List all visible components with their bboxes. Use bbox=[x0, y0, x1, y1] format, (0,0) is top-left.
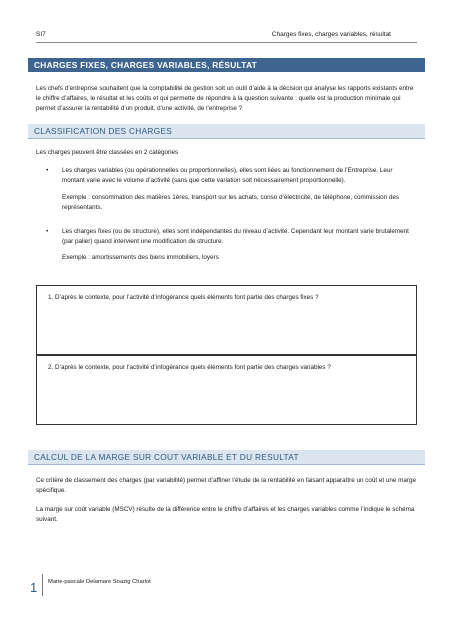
example-variable-charges: Exemple : consommation des matières 1ères, transport sur les achats, conso d’électricité, de téléphone, commission des représentants. bbox=[62, 194, 400, 211]
question-2: 2. D’après le contexte, pour l’activité d’infogérance quels éléments font partie des charges variables ? bbox=[48, 364, 331, 371]
page-number: 1 bbox=[30, 580, 38, 595]
footer-divider bbox=[42, 574, 43, 596]
section-heading-margin: CALCUL DE LA MARGE SUR COUT VARIABLE ET DU RESULTAT bbox=[28, 450, 425, 465]
margin-paragraph-1: Ce critère de classement des charges (par variabilité) permet d’affiner l’étude de la rentabilité en faisant apparaître un coût et une marge spécifique. bbox=[36, 477, 417, 494]
margin-paragraph-2: La marge sur coût variable (MSCV) résulte de la différence entre le chiffre d’affaires et les charges variables comme l’indique le schéma suivant. bbox=[36, 506, 415, 523]
bullet-variable-charges: Les charges variables (ou opérationnelles ou proportionnelles), elles sont liées au fonctionnement de l’Entreprise. Leur montant varie avec le volume d’activité (sans que cette variation soit nécessairement proportionnelle). bbox=[62, 167, 393, 184]
example-fixed-charges: Exemple : amortissements des biens immobiliers, loyers bbox=[62, 254, 219, 261]
answer-box-fixed-charges[interactable] bbox=[36, 285, 417, 355]
bullet-dot: • bbox=[46, 167, 49, 174]
section-heading-classification: CLASSIFICATION DES CHARGES bbox=[28, 124, 425, 139]
intro-paragraph: Les chefs d’entreprise souhaitent que la comptabilité de gestion soit un outil d’aide à la décision qui analyse les rapports existants entre le chiffre d’affaires, le résultat et les coûts et qui permette de répondre à la question suivante : quelle est la production minimale qui permet d’assurer la rentabilité d’un produit, d’une activité, de l’entreprise ? bbox=[36, 85, 414, 112]
header-title: Charges fixes, charges variables, résultat bbox=[271, 31, 391, 38]
bullet-dot: • bbox=[46, 228, 49, 235]
header-divider bbox=[36, 42, 417, 43]
bullet-fixed-charges: Les charges fixes (ou de structure), elles sont indépendantes du niveau d’activité. Cependant leur montant varie brutalement (par palier) quand intervient une modification de structure. bbox=[62, 228, 409, 245]
header-course-code: SI7 bbox=[36, 31, 46, 38]
question-1: 1. D’après le contexte, pour l’activité d’infogérance quels éléments font partie des charges fixes ? bbox=[48, 294, 319, 301]
answer-box-variable-charges[interactable] bbox=[36, 355, 417, 425]
classification-intro: Les charges peuvent être classées en 2 catégories bbox=[36, 149, 179, 156]
section-heading-charges: CHARGES FIXES, CHARGES VARIABLES, RÉSULTAT bbox=[28, 58, 425, 72]
footer-authors: Marie-pascale Delamare Soazig Charlot bbox=[48, 579, 151, 585]
